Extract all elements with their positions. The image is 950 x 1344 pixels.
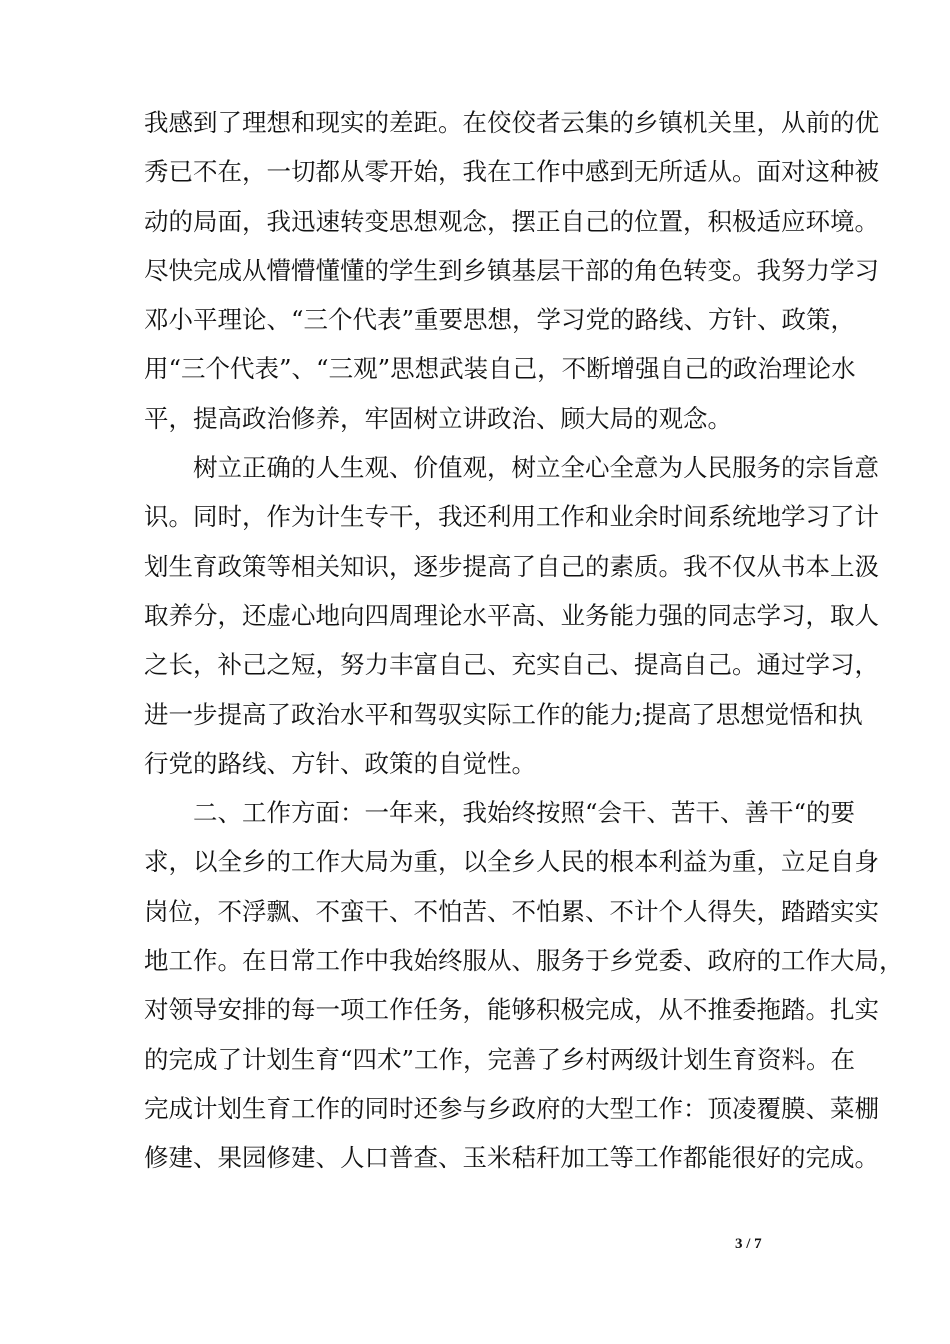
text-line: 划生育政策等相关知识，逐步提高了自己的素质。我不仅从书本上汲 bbox=[144, 551, 879, 581]
text-line: 岗位，不浮飘、不蛮干、不怕苦、不怕累、不计个人得失，踏踏实实 bbox=[144, 896, 879, 926]
text-line: 进一步提高了政治水平和驾驭实际工作的能力;提高了思想觉悟和执 bbox=[144, 699, 863, 729]
page-number: 3 / 7 bbox=[735, 1236, 762, 1252]
text-line: 我感到了理想和现实的差距。在佼佼者云集的乡镇机关里，从前的优 bbox=[144, 108, 879, 137]
text-line: 修建、果园修建、人口普查、玉米秸秆加工等工作都能很好的完成。 bbox=[144, 1143, 879, 1173]
text-line: 秀已不在，一切都从零开始，我在工作中感到无所适从。面对这种被 bbox=[144, 157, 879, 187]
text-line: 求，以全乡的工作大局为重，以全乡人民的根本利益为重，立足自身 bbox=[144, 847, 879, 877]
paragraph bbox=[144, 98, 879, 443]
text-line: 的完成了计划生育“四术”工作，完善了乡村两级计划生育资料。在 bbox=[144, 1044, 856, 1074]
text-line: 地工作。在日常工作中我始终服从、服务于乡党委、政府的工作大局， bbox=[144, 946, 904, 976]
text-line: 取养分，还虚心地向四周理论水平高、业务能力强的同志学习，取人 bbox=[144, 600, 879, 630]
text-line: 识。同时，作为计生专干，我还利用工作和业余时间系统地学习了计 bbox=[144, 502, 879, 532]
text-line: 平，提高政治修养，牢固树立讲政治、顾大局的观念。 bbox=[144, 403, 732, 433]
text-line: 二、工作方面：一年来，我始终按照“会干、苦干、善干“的要 bbox=[193, 798, 856, 828]
paragraph bbox=[144, 788, 904, 1182]
text-line: 对领导安排的每一项工作任务，能够积极完成，从不推委拖踏。扎实 bbox=[144, 995, 879, 1025]
text-line: 完成计划生育工作的同时还参与乡政府的大型工作：顶凌覆膜、菜棚 bbox=[144, 1093, 879, 1123]
text-line: 尽快完成从懵懵懂懂的学生到乡镇基层干部的角色转变。我努力学习 bbox=[144, 255, 879, 285]
text-line: 树立正确的人生观、价值观，树立全心全意为人民服务的宗旨意 bbox=[193, 453, 879, 483]
text-line: 行党的路线、方针、政策的自觉性。 bbox=[144, 748, 536, 778]
document-body bbox=[144, 98, 904, 1183]
text-line: 之长，补己之短，努力丰富自己、充实自己、提高自己。通过学习， bbox=[144, 650, 879, 680]
text-line: 邓小平理论、“三个代表”重要思想，学习党的路线、方针、政策， bbox=[144, 305, 856, 335]
paragraph bbox=[144, 443, 879, 788]
text-line: 动的局面，我迅速转变思想观念，摆正自己的位置，积极适应环境。 bbox=[144, 206, 879, 236]
text-line: 用“三个代表”、“三观”思想武装自己，不断增强自己的政治理论水 bbox=[144, 354, 856, 384]
